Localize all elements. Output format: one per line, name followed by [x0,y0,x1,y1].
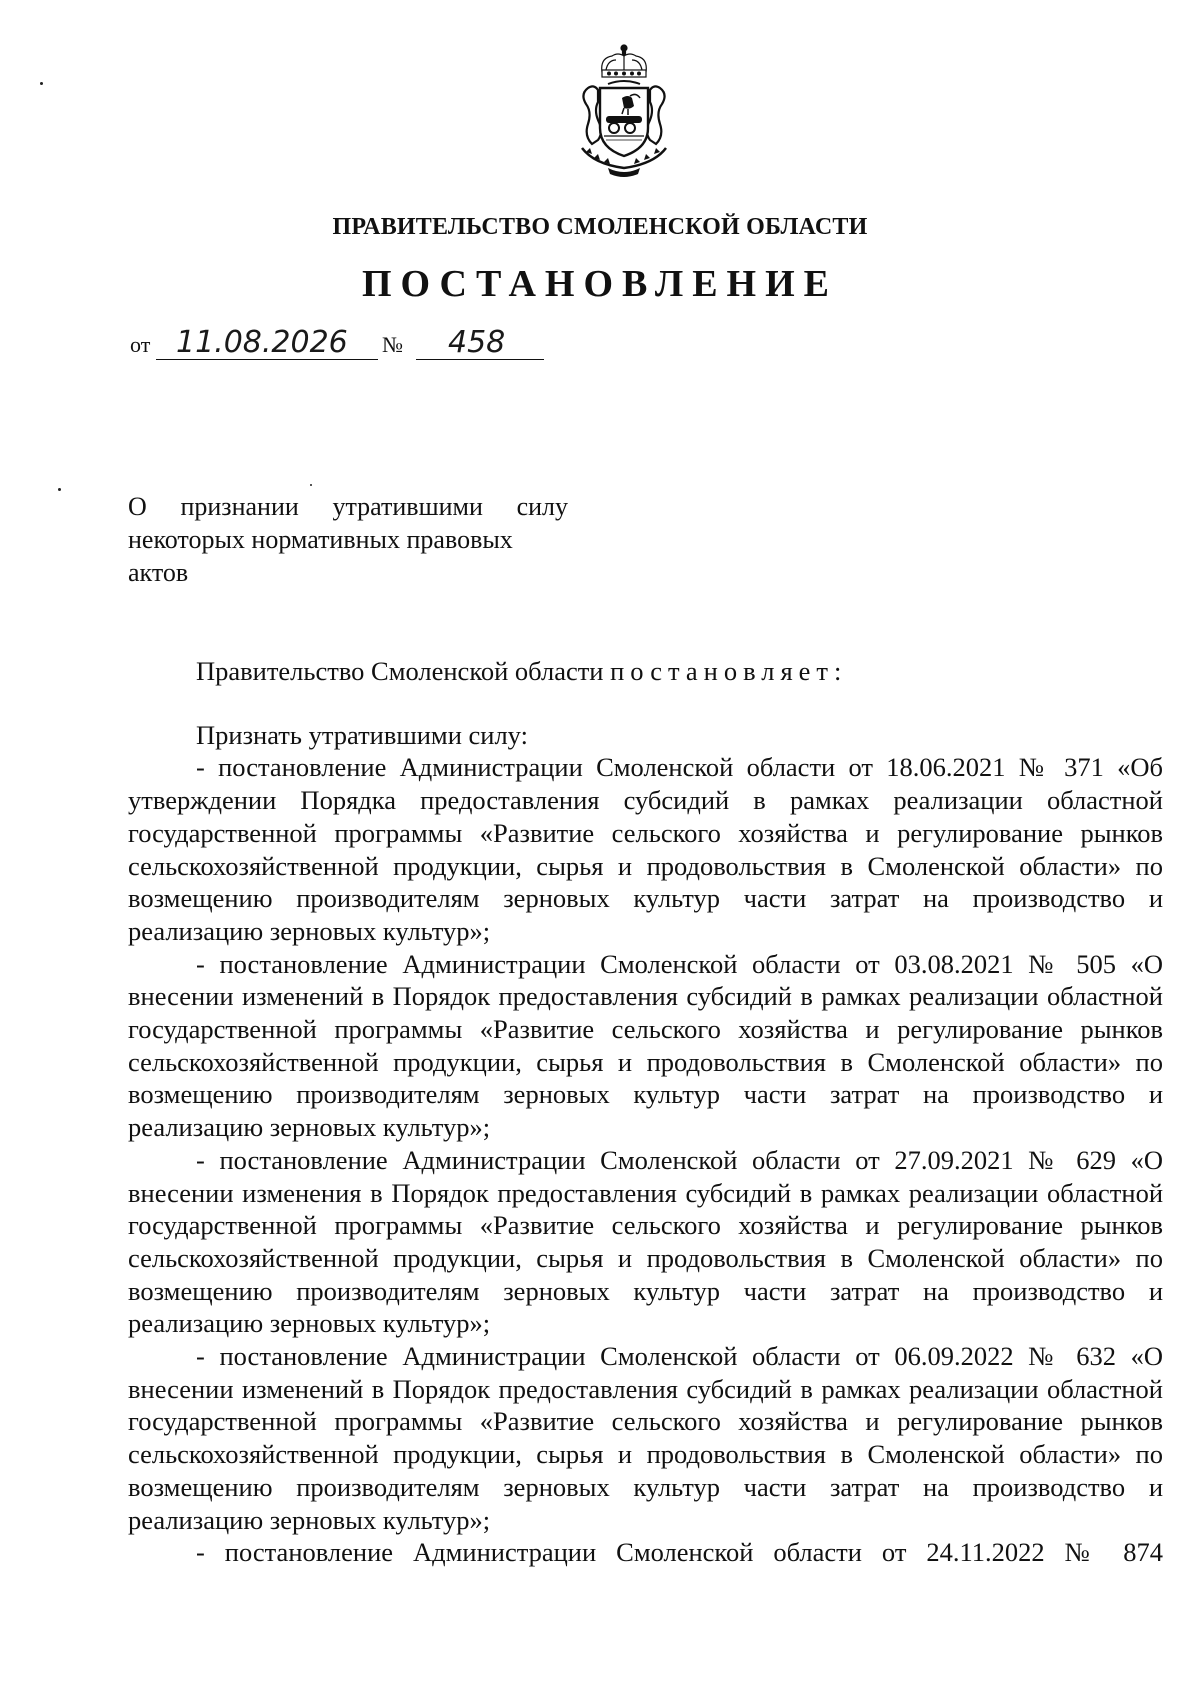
lead-paragraph: Признать утратившими силу: [196,719,528,750]
list-item: - постановление Администрации Смоленской области от 06.09.2022 № 632 «О внесении изменений в Порядок предоставления субсидий в рамках реализации областной государственной программы «Развитие сельского хозяйства и регулирование рынков сельскохозяйственной продукции, сырья и продовольствия в Смоленской области» по возмещению производителям зерновых культур части затрат на производство и реализацию зерновых культур»; [128,1341,1163,1535]
intro-text: Правительство Смоленской области [196,656,604,686]
date-handwritten-value: 11.08.2026 [176,325,348,360]
scan-speck [40,82,43,85]
subject-line: некоторых нормативных правовых [128,525,513,554]
coat-of-arms-emblem [564,40,684,180]
organization-title: ПРАВИТЕЛЬСТВО СМОЛЕНСКОЙ ОБЛАСТИ [332,214,868,240]
document-body [128,655,1163,1569]
intro-paragraph [128,655,1163,688]
document-type-heading: ПОСТАНОВЛЕНИЕ [361,263,839,305]
subject-line: актов [128,558,189,587]
list-item: - постановление Администрации Смоленской области от 24.11.2022 № 874 [196,1537,1163,1568]
list-item: - постановление Администрации Смоленской области от 27.09.2021 № 629 «О внесении изменения в Порядок предоставления субсидий в рамках реализации областной государственной программы «Развитие сельского хозяйства и регулирование рынков сельскохозяйственной продукции, сырья и продовольствия в Смоленской области» по возмещению производителям зерновых культур части затрат на производство и реализацию зерновых культур»; [128,1144,1163,1339]
scan-speck [310,484,312,486]
list-item: - постановление Администрации Смоленской области от 18.06.2021 № 371 «Об утверждении Порядка предоставления субсидий в рамках реализации областной государственной программы «Развитие сельского хозяйства и регулирование рынков сельскохозяйственной продукции, сырья и продовольствия в Смоленской области» по возмещению производителям зерновых культур части затрат на производство и реализацию зерновых культур»; [128,752,1163,946]
number-prefix: № [382,332,403,357]
intro-action-text: постановляет: [610,656,848,686]
number-handwritten-value: 458 [448,325,506,360]
date-prefix: от [130,332,151,357]
registration-line [130,322,550,362]
list-item: - постановление Администрации Смоленской области от 03.08.2021 № 505 «О внесении изменений в Порядок предоставления субсидий в рамках реализации областной государственной программы «Развитие сельского хозяйства и регулирование рынков сельскохозяйственной продукции, сырья и продовольствия в Смоленской области» по возмещению производителям зерновых культур части затрат на производство и реализацию зерновых культур»; [128,948,1163,1143]
document-subject [128,490,568,589]
subject-line: О признании утратившими силу [128,492,568,521]
scan-speck [58,488,61,491]
